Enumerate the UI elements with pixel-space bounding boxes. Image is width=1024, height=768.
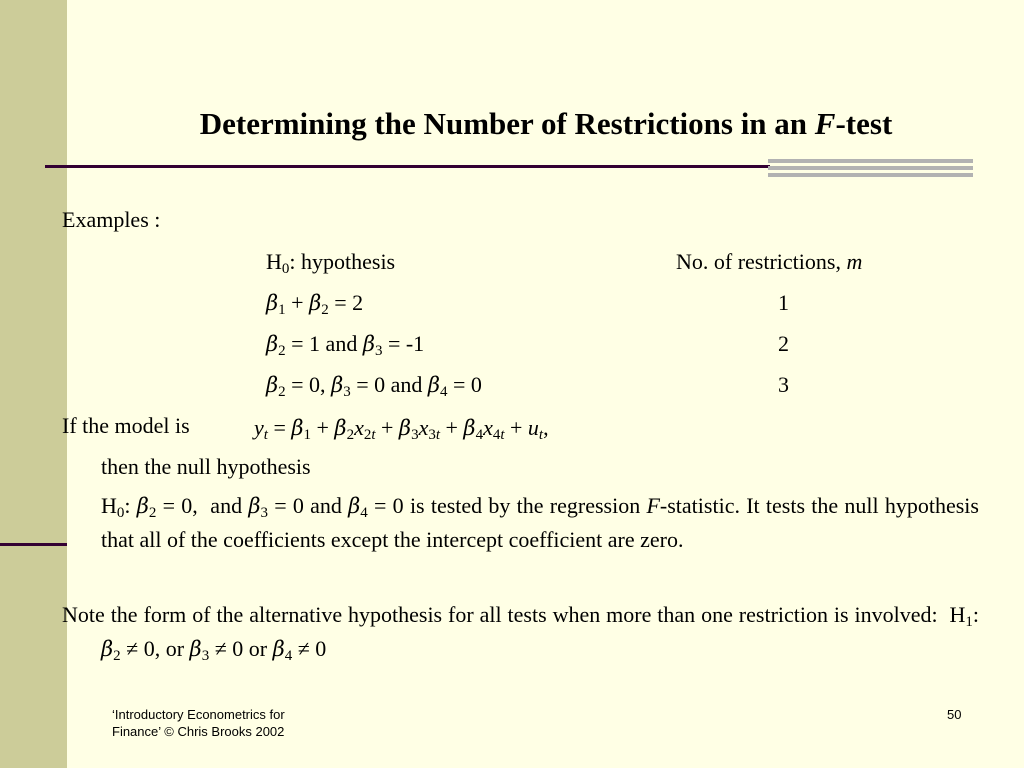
table-row-hypothesis-1: $\beta_1 + \beta_2 = 2$ bbox=[266, 290, 364, 318]
null-intro: then the null hypothesis bbox=[101, 454, 311, 479]
title-decoration-bars bbox=[768, 159, 973, 178]
title-italic-f: F bbox=[814, 106, 836, 141]
model-intro: If the model is bbox=[62, 413, 190, 438]
table-header-restrictions: No. of restrictions, m bbox=[676, 249, 863, 274]
examples-label: Examples : bbox=[62, 207, 161, 232]
table-row-m-2: 2 bbox=[778, 331, 789, 356]
title-text: Determining the Number of Restrictions in an bbox=[199, 106, 815, 141]
table-row-m-1: 1 bbox=[778, 290, 789, 315]
table-row-hypothesis-2: $\beta_2 = 1$ and $\beta_3 = -1$ bbox=[266, 331, 425, 359]
page-number: 50 bbox=[947, 707, 962, 722]
title-rule bbox=[45, 165, 770, 168]
null-hypothesis-paragraph: $H_0$: $\beta_2 = 0$, and $\beta_3 = 0$ and $\beta_4 = 0$ is tested by the regression F-statistic. It tests the null hypothesis that all of the coefficients except the intercept coefficient are zero. bbox=[101, 493, 979, 552]
note-paragraph: Note the form of the alternative hypothesis for all tests when more than one restriction is involved: $H_1$: $\beta_2 \ne 0$, or $\beta_3 \ne 0$ or $\beta_4 \ne 0$ bbox=[62, 602, 979, 664]
slide-title bbox=[68, 104, 1024, 144]
table-header-hypothesis: $H_0$: hypothesis bbox=[266, 249, 396, 277]
sidebar-band bbox=[0, 0, 67, 768]
model-equation: $y_t = \beta_1 + \beta_2x_{2t} + \beta_3x_{3t} + \beta_4x_{4t} + u_t$, bbox=[254, 415, 549, 443]
sidebar-divider bbox=[0, 543, 67, 546]
title-suffix: -test bbox=[835, 106, 893, 141]
table-row-m-3: 3 bbox=[778, 372, 789, 397]
footer-source: ‘Introductory Econometrics for Finance’ © Chris Brooks 2002 bbox=[112, 707, 285, 739]
table-row-hypothesis-3: $\beta_2 = 0$, $\beta_3 = 0$ and $\beta_4 = 0$ bbox=[266, 372, 482, 400]
